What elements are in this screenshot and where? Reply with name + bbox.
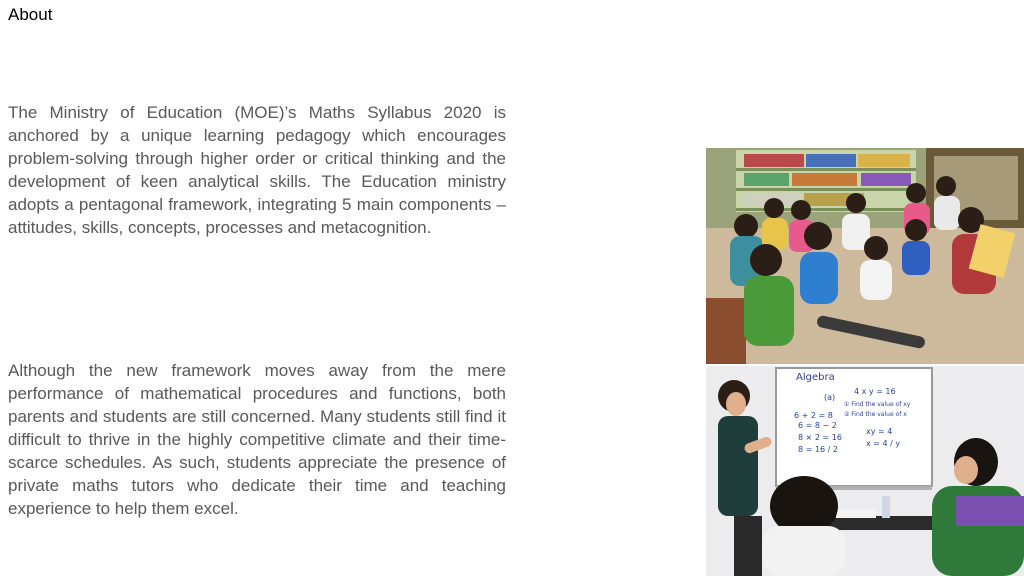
slide-title: About	[8, 5, 53, 24]
whiteboard-line: 8 = 16 / 2	[798, 445, 838, 454]
whiteboard-line: 4 x y = 16	[854, 387, 896, 396]
whiteboard-line: (a)	[824, 393, 836, 402]
whiteboard-heading: Algebra	[796, 372, 835, 383]
library-storytime-photo	[706, 148, 1024, 364]
whiteboard-line: x = 4 / y	[866, 439, 901, 448]
whiteboard-line: 8 × 2 = 16	[798, 433, 842, 442]
whiteboard-line: ② Find the value of x	[844, 411, 907, 418]
paragraph-private-tutors: Although the new framework moves away from the mere performance of mathematical procedures and functions, both parents and students are still concerned. Many students still find it difficult to thrive in the highly competitive climate and their time-scarce schedules. As such, students appreciate the presence of private maths tutors who dedicate their time and teaching experience to help them excel.	[8, 361, 506, 518]
whiteboard-line: 6 = 8 − 2	[798, 421, 837, 430]
whiteboard-line: 6 + 2 = 8	[794, 411, 833, 420]
paragraph-moe-syllabus: The Ministry of Education (MOE)’s Maths Syllabus 2020 is anchored by a unique learning pedagogy which encourages problem-solving through higher order or critical thinking and the development of keen analytical skills. The Education ministry adopts a pentagonal framework, integrating 5 main components – attitudes, skills, concepts, processes and metacognition.	[8, 103, 506, 237]
whiteboard-line: xy = 4	[866, 427, 893, 436]
algebra-tutoring-photo	[706, 366, 1024, 576]
whiteboard-line: ① Find the value of xy	[844, 401, 911, 408]
